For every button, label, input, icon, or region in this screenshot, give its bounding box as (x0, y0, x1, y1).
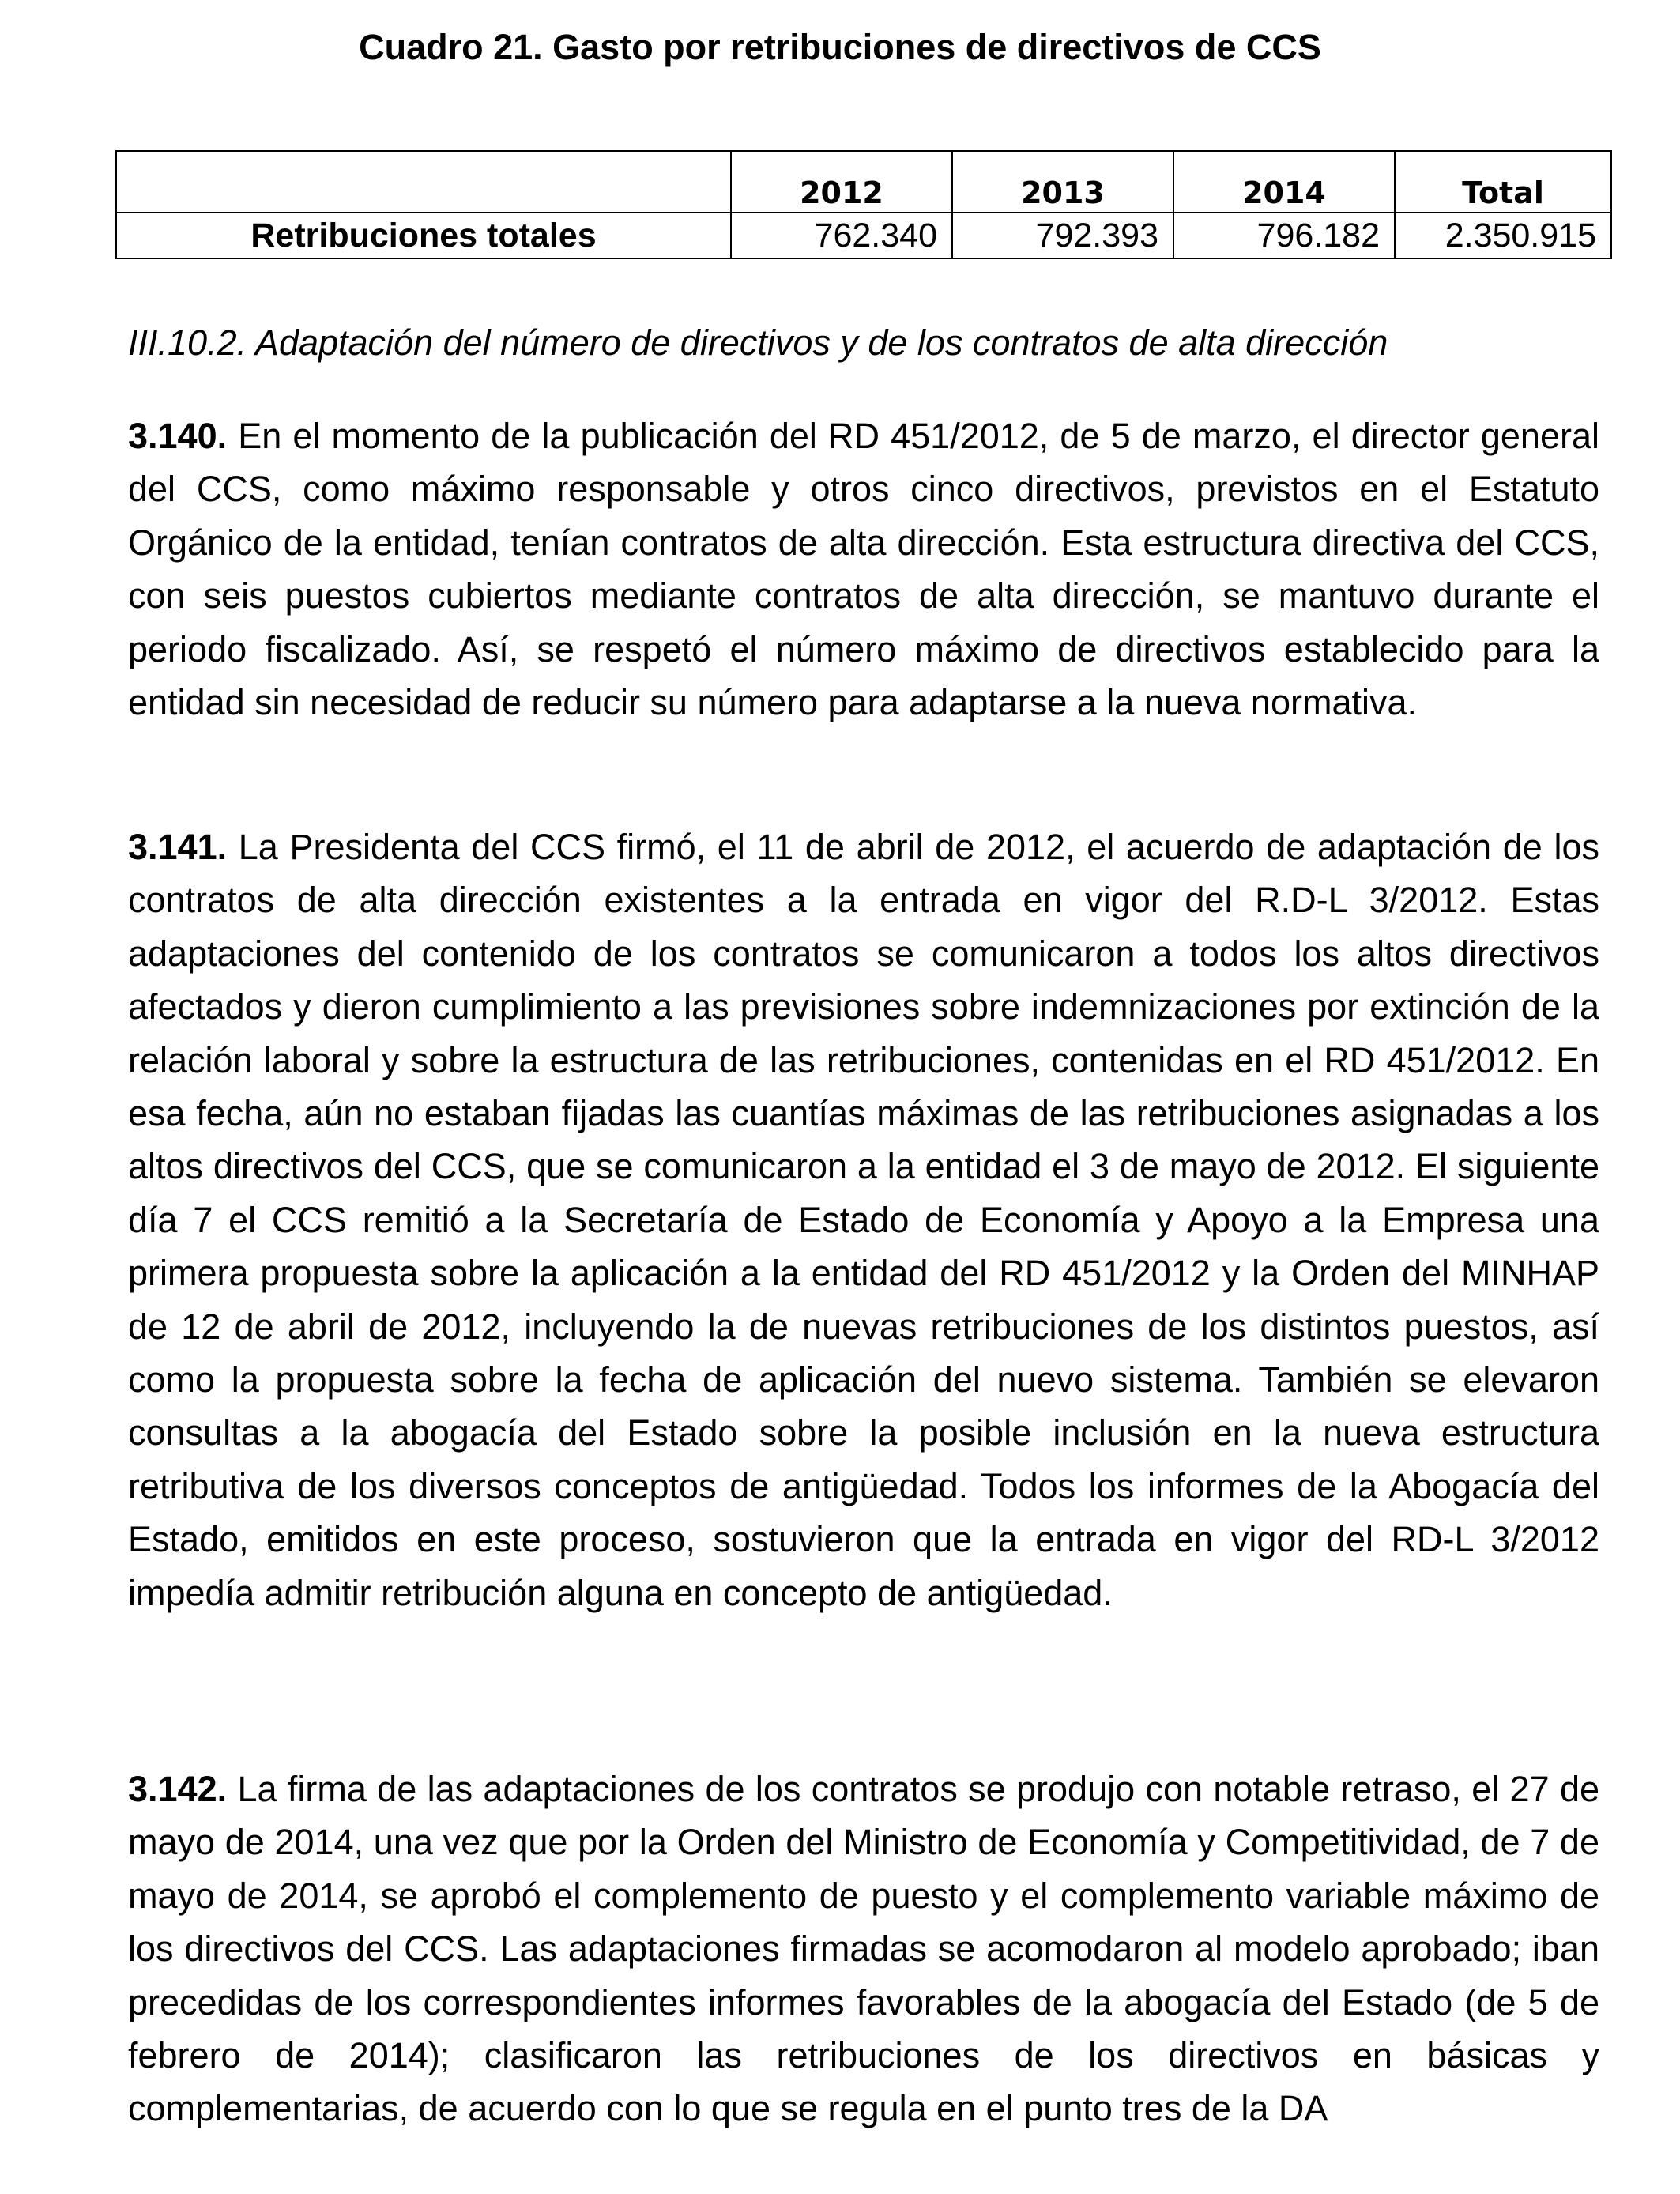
paragraph-number: 3.140. (128, 416, 228, 456)
cell-2013: 792.393 (952, 213, 1173, 258)
paragraph-number: 3.142. (128, 1769, 228, 1809)
paragraph-3-140 (128, 409, 1599, 729)
paragraph-3-141 (128, 820, 1599, 1619)
cell-2012: 762.340 (731, 213, 952, 258)
table-title: Cuadro 21. Gasto por retribuciones de directivos de CCS (359, 27, 1321, 67)
cell-total: 2.350.915 (1395, 213, 1611, 258)
row-label: Retribuciones totales (116, 213, 731, 258)
paragraph-text: En el momento de la publicación del RD 451/2012, de 5 de marzo, el director general del CCS, como máximo responsable y otros cinco directivos, previstos en el Estatuto Orgánico de la entidad, tenían contratos de alta dirección. Esta estructura directiva del CCS, con seis puestos cubiertos mediante contratos de alta dirección, se mantuvo durante el periodo fiscalizado. Así, se respetó el número máximo de directivos establecido para la entidad sin necesidad de reducir su número para adaptarse a la nueva normativa. (128, 416, 1599, 723)
table-header-blank (116, 151, 731, 213)
section-heading: III.10.2. Adaptación del número de directivos y de los contratos de alta dirección (128, 322, 1388, 363)
paragraph-3-142 (128, 1762, 1599, 2136)
table-header-2014: 2014 (1173, 151, 1395, 213)
table-header-row (116, 151, 1611, 213)
table-header-2012: 2012 (731, 151, 952, 213)
cell-2014: 796.182 (1173, 213, 1395, 258)
table-header-total: Total (1395, 151, 1611, 213)
paragraph-text: La firma de las adaptaciones de los contratos se produjo con notable retraso, el 27 de mayo de 2014, una vez que por la Orden del Ministro de Economía y Competitividad, de 7 de mayo de 2014, se aprobó el complemento de puesto y el complemento variable máximo de los directivos del CCS. Las adaptaciones firmadas se acomodaron al modelo aprobado; iban precedidas de los correspondientes informes favorables de la abogacía del Estado (de 5 de febrero de 2014); clasificaron las retribuciones de los directivos en básicas y complementarias, de acuerdo con lo que se regula en el punto tres de la DA (128, 1769, 1599, 2129)
table-row (116, 213, 1611, 258)
compensation-table (115, 150, 1612, 259)
paragraph-text: La Presidenta del CCS firmó, el 11 de abril de 2012, el acuerdo de adaptación de los contratos de alta dirección existentes a la entrada en vigor del R.D-L 3/2012. Estas adaptaciones del contenido de los contratos se comunicaron a todos los altos directivos afectados y dieron cumplimiento a las previsiones sobre indemnizaciones por extinción de la relación laboral y sobre la estructura de las retribuciones, contenidas en el RD 451/2012. En esa fecha, aún no estaban fijadas las cuantías máximas de las retribuciones asignadas a los altos directivos del CCS, que se comunicaron a la entidad el 3 de mayo de 2012. El siguiente día 7 el CCS remitió a la Secretaría de Estado de Economía y Apoyo a la Empresa una primera propuesta sobre la aplicación a la entidad del RD 451/2012 y la Orden del MINHAP de 12 de abril de 2012, incluyendo la de nuevas retribuciones de los distintos puestos, así como la propuesta sobre la fecha de aplicación del nuevo sistema. También se elevaron consultas a la abogacía del Estado sobre la posible inclusión en la nueva estructura retributiva de los diversos conceptos de antigüedad. Todos los informes de la Abogacía del Estado, emitidos en este proceso, sostuvieron que la entrada en vigor del RD-L 3/2012 impedía admitir retribución alguna en concepto de antigüedad. (128, 827, 1599, 1613)
paragraph-number: 3.141. (128, 827, 228, 867)
table-header-2013: 2013 (952, 151, 1173, 213)
